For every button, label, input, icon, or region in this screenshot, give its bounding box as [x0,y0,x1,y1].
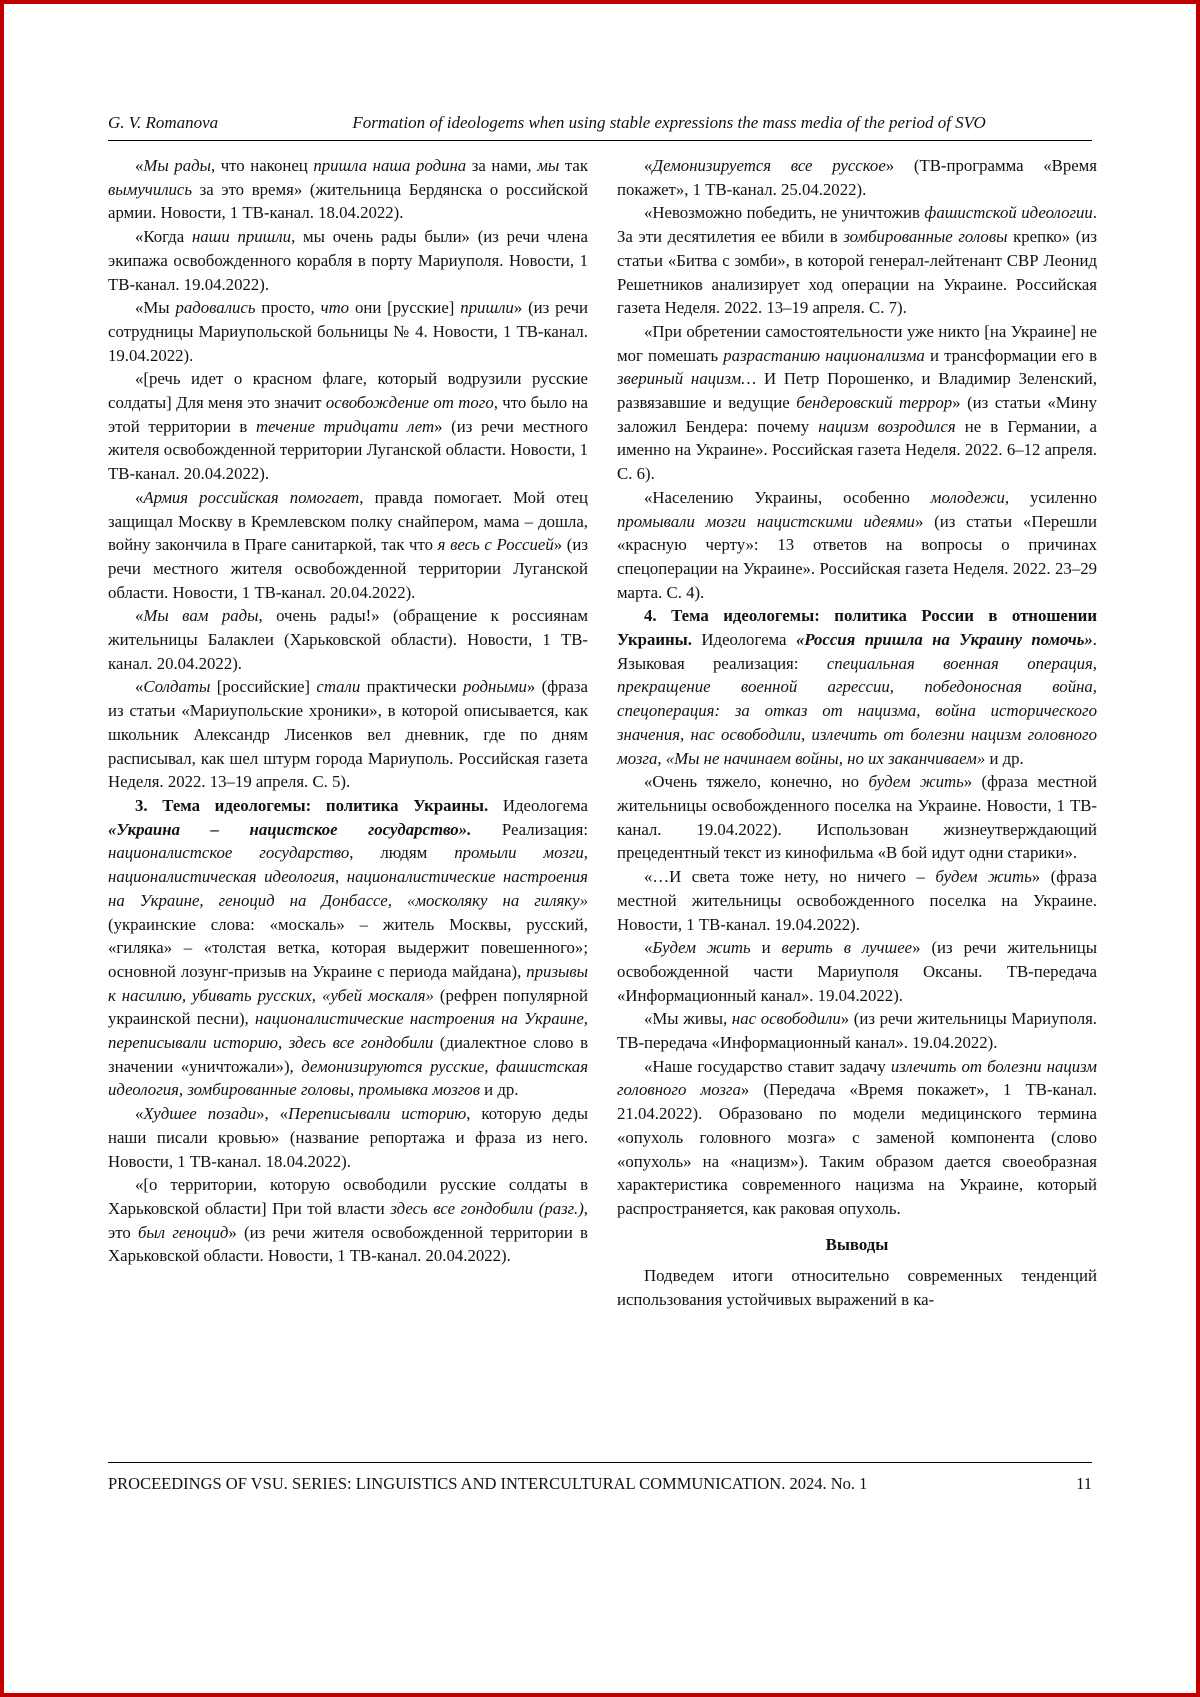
paragraph: «Будем жить и верить в лучшее» (из речи жительницы освобожденной части Мариуполя Оксаны. ТВ-передача «Информационный канал». 19.04.2022). [617,938,1097,1005]
journal-line: PROCEEDINGS OF VSU. SERIES: LINGUISTICS AND INTERCULTURAL COMMUNICATION. 2024. No. 1 [108,1474,868,1493]
paragraph: «Мы рады, что наконец пришла наша родина за нами, мы так вымучились за это время» (жительница Бердянска о российской армии. Новости, 1 ТВ-канал. 18.04.2022). [108,156,588,223]
paragraph: «Демонизируется все русское» (ТВ-программа «Время покажет», 1 ТВ-канал. 25.04.2022). [617,156,1097,199]
paragraph: «Армия российская помогает, правда помогает. Мой отец защищал Москву в Кремлевском полку снайпером, мама – дошла, войну закончила в Праге санитаркой, так что я весь с Россией» (из речи местного жителя освобожденной территории Луганской области. Новости, 1 ТВ-канал. 20.04.2022). [108,487,588,602]
running-footer [108,1462,1092,1494]
conclusions-heading: Выводы [825,1234,889,1254]
paragraph: Подведем итоги относительно современных тенденций использования устойчивых выражений в ка- [617,1266,1097,1310]
paragraph: «Мы живы, нас освободили» (из речи жительницы Мариуполя. ТВ-передача «Информационный канал». 19.04.2022). [617,1009,1097,1053]
paragraph: «…И света тоже нету, но ничего – будем жить» (фраза местной жительницы освобожденного поселка на Украине. Новости, 1 ТВ-канал. 19.04.2022). [617,867,1097,934]
paper-title: Formation of ideologems when using stable expressions the mass media of the period of SVO [352,113,986,132]
page-content [108,112,1098,1312]
text-columns [108,154,1098,1312]
paragraph: «Мы вам рады, очень рады!» (обращение к россиянам жительницы Балаклеи (Харьковской области). Новости, 1 ТВ-канал. 20.04.2022). [108,606,589,673]
paragraph: «При обретении самостоятельности уже никто [на Украине] не мог помешать разрастанию национализма и трансформации его в звериный нацизм… И Петр Порошенко, и Владимир Зеленский, развязавшие и ведущие бендеровский террор» (из статьи «Мину заложил Бендера: почему нацизм возродился не в Германии, а именно на Украине». Российская газета Неделя. 2022. 6–12 апреля. С. 6). [617,321,1098,484]
running-header [108,112,1092,133]
left-column [108,154,588,1312]
paragraph: «Худшее позади», «Переписывали историю, которую деды наши писали кровью» (название репортажа и фраза из него. Новости, 1 ТВ-канал. 18.04.2022). [108,1104,588,1171]
paragraph: «Населению Украины, особенно молодежи, усиленно промывали мозги нацистскими идеями» (из статьи «Перешли «красную черту»: 13 ответов на вопросы о причинах спецоперации на Украине». Российская газета Неделя. 2022. 23–29 марта. С. 4). [617,487,1097,602]
paragraph: 3. Тема идеологемы: политика Украины. Идеологема «Украина – нацистское государство». Реализация: националистское государство, людям промыли мозги, националистическая идеология, националистические настроения на Украине, геноцид на Донбассе, «москоляку на гиляку» (украинские слова: «москаль» – житель Москвы, русский, «гиляка» – «толстая ветка, которая выдержит повешенного»; основной лозунг-призыв на Украине с периода майдана), призывы к насилию, убивать русских, «убей москаля» (рефрен популярной украинской песни), националистические настроения на Украине, переписывали историю, здесь все гондобили (диалектное слово в значении «уничтожали»), демонизируются русские, фашистская идеология, зомбированные головы, промывка мозгов и др. [108,795,588,1100]
paragraph: «Когда наши пришли, мы очень рады были» (из речи члена экипажа освобожденного корабля в порту Мариуполя. Новости, 1 ТВ-канал. 19.04.2022). [108,227,588,294]
header-rule [108,140,1092,141]
page-number: 11 [1076,1474,1092,1493]
paragraph: «Солдаты [российские] стали практически родными» (фраза из статьи «Мариупольские хроники», в которой описывается, как школьник Александр Лисенков вел дневник, где по дням расписывал, как шел штурм города Мариуполь. Российская газета Неделя. 2022. 13–19 апреля. С. 5). [108,677,588,792]
paragraph: 4. Тема идеологемы: политика России в отношении Украины. Идеологема «Россия пришла на Украину помочь». Языковая реализация: специальная военная операция, прекращение военной агрессии, победоносная война, спецоперация: за отказ от нацизма, война исторического значения, нас освободили, излечить от болезни нацизм головного мозга, «Мы не начинаем войны, но их заканчиваем» и др. [617,606,1098,768]
right-column [617,154,1097,1312]
paragraph: «Мы радовались просто, что они [русские] пришли» (из речи сотрудницы Мариупольской больницы № 4. Новости, 1 ТВ-канал. 19.04.2022). [108,298,588,365]
paragraph: «Невозможно победить, не уничтожив фашистской идеологии. За эти десятилетия ее вбили в зомбированные головы крепко» (из статьи «Битва с зомби», в которой генерал-лейтенант СВР Леонид Решетников анализирует ход операции на Украине. Российская газета Неделя. 2022. 13–19 апреля. С. 7). [617,203,1097,318]
paragraph: «Очень тяжело, конечно, но будем жить» (фраза местной жительницы освобожденного поселка на Украине. Новости, 1 ТВ-канал. 19.04.2022). Использован жизнеутверждающий прецедентный текст из кинофильма «В бой идут одни старики». [617,772,1097,863]
paragraph: «[о территории, которую освободили русские солдаты в Харьковской области] При той власти здесь все гондобили (разг.), это был геноцид» (из речи жителя освобожденной территории в Харьковской области. Новости, 1 ТВ-канал. 20.04.2022). [108,1175,588,1266]
paragraph: «Наше государство ставит задачу излечить от болезни нацизм головного мозга» (Передача «Время покажет», 1 ТВ-канал. 21.04.2022). Образовано по модели медицинского термина «опухоль головного мозга» с заменой компонента (слово «опухоль» на «нацизм»). Таким образом дается своеобразная характеристика современного нацизма на Украине, который распространяется, как раковая опухоль. [617,1056,1097,1218]
footer-rule [108,1462,1092,1463]
author-name: G. V. Romanova [108,113,219,132]
paragraph: «[речь идет о красном флаге, который водрузили русские солдаты] Для меня это значит освобождение от того, что было на этой территории в течение тридцати лет» (из речи местного жителя освобожденной территории Луганской области. Новости, 1 ТВ-канал. 20.04.2022). [108,369,589,484]
